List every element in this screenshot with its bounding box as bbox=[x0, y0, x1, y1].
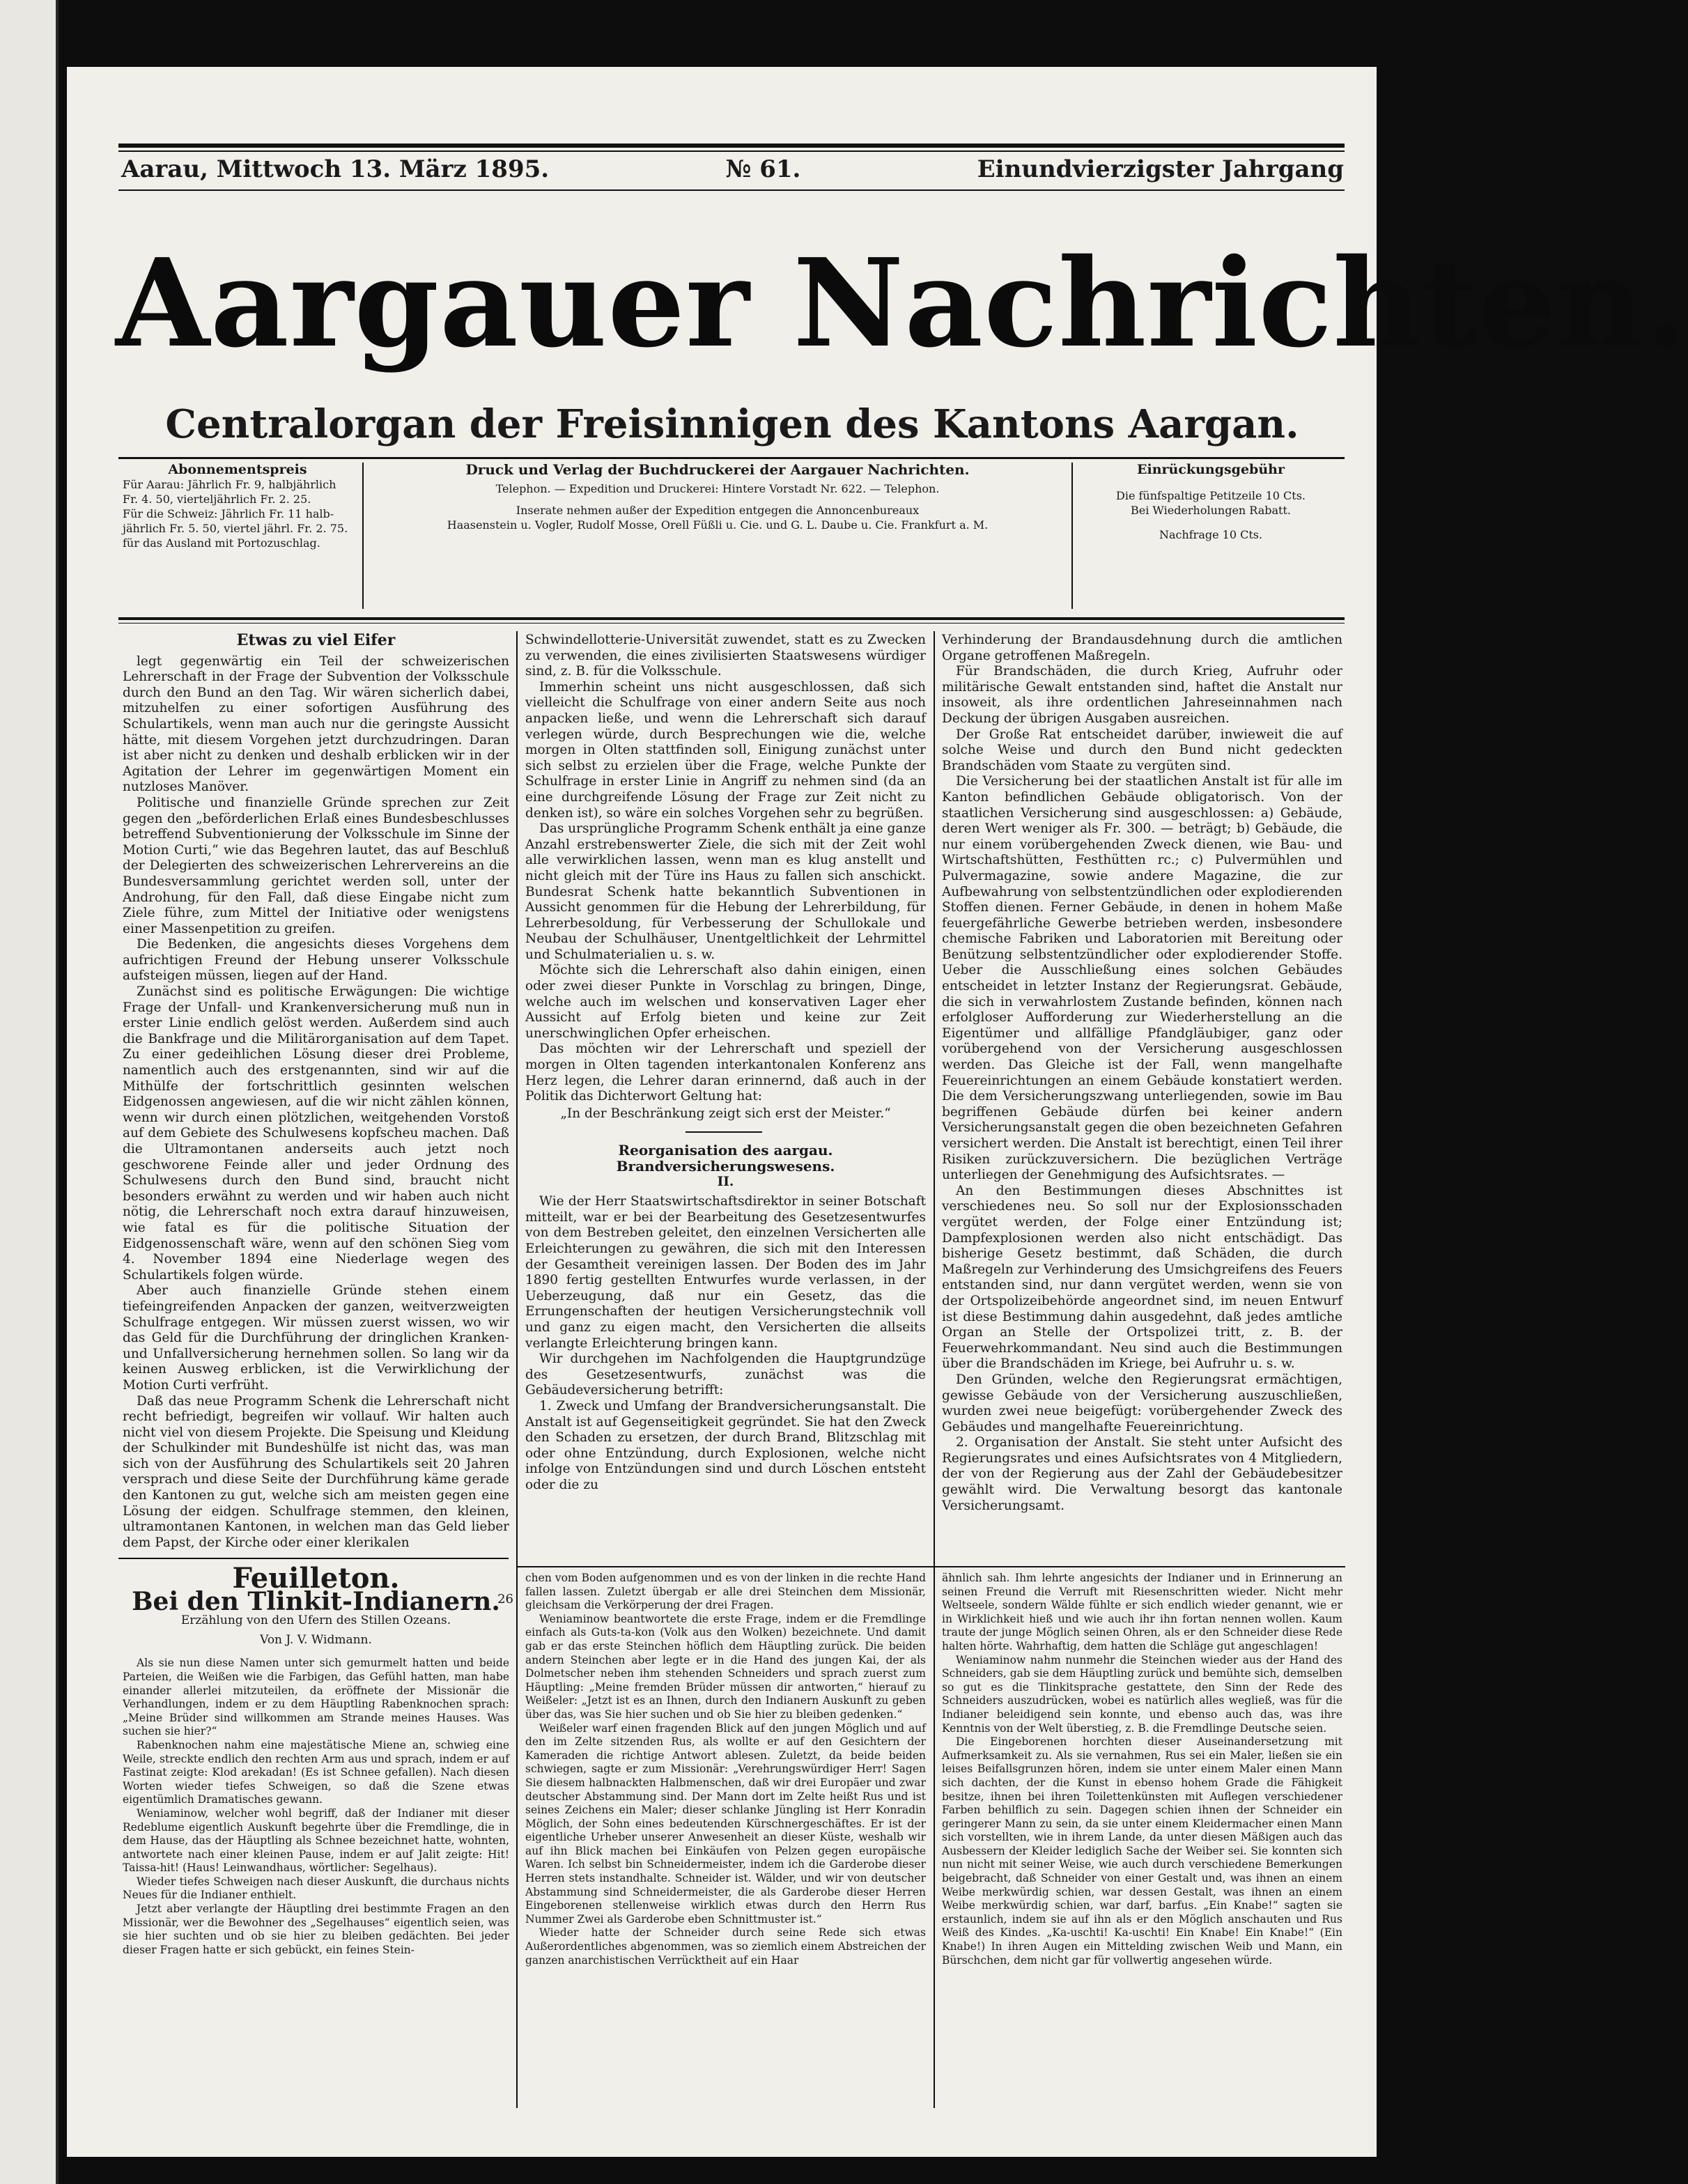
story-paragraph: Als sie nun diese Namen unter sich gemurmelt hatten und beide Parteien, die Weißen wie die Farbigen, das Gefühl hatten, man habe einander allerlei mitzuteilen, da eröffnete der Missionär die Verhandlungen, indem er zu dem Häuptling Rabenknochen sprach: „Meine Brüder sind willkommen am Strande meines Hauses. Was suchen sie hier?“ bbox=[123, 1657, 509, 1738]
insertion-head: Einrückungsgebühr bbox=[1137, 462, 1285, 477]
column-divider bbox=[516, 1565, 518, 2108]
publisher-line: Inserate nehmen außer der Expedition entgegen die Annoncenbureaux bbox=[516, 504, 920, 517]
article-paragraph: Das möchten wir der Lehrerschaft und speziell der morgen in Olten tagenden interkantonalen Konferenz ans Herz legen, die Lehrer daran erinnernd, daß auch in der Politik das Dichterwort Geltung hat: bbox=[525, 1041, 926, 1104]
article-paragraph: Daß das neue Programm Schenk die Lehrerschaft nicht recht befriedigt, begreifen wir vollauf. Wir halten auch nicht viel von diesem Projekte. Die Speisung und Kleidung der Schulkinder mit Bundeshülfe ist nicht das, was man sich von der Ausführung des Schulartikels seit 20 Jahren versprach und diese Seite der Durchführung käme gerade den Kantonen zu gut, welche sich am meisten gegen eine Lösung der eidgen. Schulfrage stemmen, den kleinen, ultramontanen Kantonen, in welchen man das Geld lieber dem Papst, der Kirche oder einer klerikalen bbox=[123, 1393, 509, 1550]
subscription-line: Für die Schweiz: Jährlich Fr. 11 halb- bbox=[123, 507, 334, 520]
story-title bbox=[123, 1586, 513, 1616]
article-paragraph: Wir durchgehen im Nachfolgenden die Hauptgrundzüge des Gesetzesentwurfs, zunächst was die Gebäudeversicherung betrifft: bbox=[525, 1352, 926, 1398]
publisher-head: Druck und Verlag der Buchdruckerei der Aargauer Nachrichten. bbox=[465, 461, 970, 478]
section-number: II. bbox=[717, 1174, 734, 1189]
column-1 bbox=[123, 633, 509, 1556]
feuilleton-column-1 bbox=[123, 1562, 513, 2115]
issue-number: № 61. bbox=[725, 155, 801, 183]
article-paragraph: Zunächst sind es politische Erwägungen: Die wichtige Frage der Unfall- und Krankenversicherung muß nun in erster Linie endlich gelöst werden. Außerdem sind auch die Bankfrage und die Militärorganisation auf dem Tapet. Zu einer gedeihlichen Lösung dieser drei Probleme, namentlich auch des erstgenannten, sind wir auf die Mithülfe der fortschrittlich gesinnten welschen Eidgenossen angewiesen, auf die wir nicht zählen können, wenn wir durch einen plötzlichen, weitgehenden Vorstoß auf dem Gebiete des Schulwesens kopfscheu machen. Daß die Ultramontanen anderseits auch jetzt noch geschworene Feinde aller und jeder Ordnung des Schulwesens durch den Bund sind, braucht nicht besonders erwähnt zu werden und wir haben auch nicht nötig, die Lehrerschaft noch extra darauf hinzuweisen, wie fatal es für die politische Situation der Eidgenossenschaft wäre, wenn auf den schönen Sieg vom 4. November 1894 eine Niederlage wegen des Schulartikels folgen würde. bbox=[123, 984, 509, 1283]
story-paragraph: Jetzt aber verlangte der Häuptling drei bestimmte Fragen an den Missionär, wer die Bewohner des „Segelhauses“ eigentlich seien, was sie hier suchten und ob sie hier zu bleiben gedächten. Bei jeder dieser Fragen hatte er sich gebückt, ein feines Stein- bbox=[123, 1903, 509, 1956]
quote: „In der Beschränkung zeigt sich erst der Meister.“ bbox=[560, 1106, 891, 1121]
article-paragraph: Der Große Rat entscheidet darüber, inwieweit die auf solche Weise und durch den Bund nicht gedeckten Brandschäden vom Staate zu vergüten sind. bbox=[942, 727, 1342, 773]
article-paragraph: Die Versicherung bei der staatlichen Anstalt ist für alle im Kanton befindlichen Gebäude obligatorisch. Von der staatlichen Versicherung sind ausgeschlossen: a) Gebäude, deren Wert weniger als Fr. 300. — beträgt; b) Gebäude, die nur einem vorübergehenden Zweck dienen, wie Bau- und Wirtschaftshütten, Festhütten rc.; c) Pulvermühlen und Pulvermagazine, sowie andere Magazine, die zur Aufbewahrung von selbstentzündlichen oder explodierenden Stoffen dienen. Ferner Gebäude, in denen in hohem Maße feuergefährliche Gewerbe betrieben werden, insbesondere chemische Fabriken und Laboratorien mit Bereitung oder Benützung selbstentzündlicher oder explodierender Stoffe. Ueber die Ausschließung eines solchen Gebäudes entscheidet in letzter Instanz der Regierungsrat. Gebäude, die sich in verwahrlostem Zustande befinden, können nach erfolgloser Aufforderung zur Wiederherstellung an die Eigentümer und allfällige Pfandgläubiger, ganz oder vorübergehend von der Versicherung ausgeschlossen werden. Das Gleiche ist der Fall, wenn mangelhafte Feuereinrichtungen an einem Gebäude konstatiert werden. Die dem Versicherungszwang unterliegenden, sowie im Bau begriffenen Gebäude dürfen bei keiner andern Versicherungsanstalt gegen die oben bezeichneten Gefahren versichert werden. Die Anstalt ist berechtigt, einen Teil ihrer Risiken zurückzuversichern. Die bezüglichen Verträge unterliegen der Genehmigung des Aufsichtsrates. — bbox=[942, 774, 1342, 1183]
article-paragraph: Wie der Herr Staatswirtschaftsdirektor in seiner Botschaft mitteilt, war er bei der Bearbeitung des Gesetzesentwurfes von dem Bestreben geleitet, den einzelnen Versicherten alle Erleichterungen zu gewähren, die sich mit den Interessen der Gesamtheit vereinigen lassen. Der Boden des im Jahr 1890 fertig gestellten Entwurfes wurde verlassen, in der Ueberzeugung, daß nur ein Gesetz, das die Errungenschaften der heutigen Versicherungstechnik voll und ganz zu eigen macht, den Versicherten die allseits verlangte Erleichterung bringen kann. bbox=[525, 1194, 926, 1351]
article-paragraph: legt gegenwärtig ein Teil der schweizerischen Lehrerschaft in der Frage der Subvention der Volksschule durch den Bund an den Tag. Wir wären sicherlich dabei, mitzuhelfen zu einer sofortigen Ausführung des Schulartikels, wenn man auch nur die geringste Aussicht hätte, mit diesem Vorgehen jetzt durchzudringen. Daran ist aber nicht zu denken und deshalb erblicken wir in der Agitation der Lehrer im gegenwärtigen Moment ein nutzloses Manöver. bbox=[123, 653, 509, 795]
insertion-line: Die fünfspaltige Petitzeile 10 Cts. bbox=[1116, 489, 1306, 502]
story-author: Von J. V. Widmann. bbox=[260, 1632, 372, 1647]
publisher-line: Telephon. — Expedition und Druckerei: Hintere Vorstadt Nr. 622. — Telephon. bbox=[495, 482, 940, 495]
story-paragraph: Weißeler warf einen fragenden Blick auf den jungen Möglich und auf den im Zelte sitzenden Rus, als wollte er auf den Gesichtern der Kameraden die richtige Antwort ablesen. Zuletzt, da beide beiden schwiegen, sagte er zum Missionär: „Verehrungswürdiger Herr! Sagen Sie diesem halbnackten Halbmenschen, daß wir drei Europäer und zwar deutscher Abstammung sind. Der Mann dort im Zelte heißt Rus und ist seines Zeichens ein Maler; dieser schlanke Jüngling ist Herr Konradin Möglich, der Sohn eines bedeutenden Kürschnergeschäftes. Er ist der eigentliche Urheber unserer Anwesenheit an dieser Küste, weshalb wir auf ihn Blick machen bei Einkäufen von Pelzen gegen europäische Waren. Ich selbst bin Schneidermeister, indem ich die Garderobe dieser Herren stets instandhalte. Schneider ist. Wälder, und wir von deutscher Abstammung sind Schneidermeister, die als Garderobe dieser Herren Eingeborenen stellenweise wirklich etwas durch den Herrn Rus Nummer Zwei als Garderobe eben Schnittmuster ist.“ bbox=[525, 1721, 926, 1926]
insertion-box bbox=[1078, 463, 1343, 542]
info-bottom-rule-thin bbox=[118, 623, 1345, 624]
subscription-head: Abonnementspreis bbox=[168, 462, 307, 477]
feuilleton-column-3 bbox=[942, 1572, 1342, 2115]
article-paragraph: Das ursprüngliche Programm Schenk enthält ja eine ganze Anzahl erstrebenswerter Ziele, die sich mit der Zeit wohl alle verwirklichen lassen, wenn man es klug anstellt und nicht gleich mit der Türe ins Haus zu fallen sich anschickt. Bundesrat Schenk hatte bekanntlich Subventionen in Aussicht genommen für die Hebung der Lehrerbildung, für Lehrerbesoldung, für Verbesserung der Schullokale und Neubau der Schulhäuser, Unentgeltlichkeit der Lehrmittel und Schulmaterialien u. s. w. bbox=[525, 821, 927, 962]
story-paragraph: Wieder tiefes Schweigen nach dieser Auskunft, die durchaus nichts Neues für die Indianer enthielt. bbox=[123, 1875, 509, 1902]
info-divider bbox=[1071, 463, 1073, 609]
article-paragraph: Den Gründen, welche den Regierungsrat ermächtigen, gewisse Gebäude von der Versicherung auszuschließen, wurden zwei neue beigefügt: vorübergehender Zweck des Gebäudes und mangelhafte Feuereinrichtung. bbox=[942, 1372, 1342, 1434]
story-paragraph: chen vom Boden aufgenommen und es von der linken in die rechte Hand fallen lassen. Zuletzt übergab er alle drei Steinchen dem Missionär, gleichsam die Verkörperung der drei Fragen. bbox=[525, 1572, 926, 1612]
insertion-line: Nachfrage 10 Cts. bbox=[1159, 528, 1263, 541]
info-top-rule bbox=[118, 457, 1345, 459]
article-paragraph: Immerhin scheint uns nicht ausgeschlossen, daß sich vielleicht die Schulfrage von einer andern Seite aus noch anpacken ließe, und wenn die Lehrerschaft sich darauf verlegen würde, durch Besprechungen wie die, welche morgen in Olten stattfinden soll, Einigung zunächst unter sich selbst zu erzielen über die Frage, welche Punkte der Schulfrage in erster Linie in Angriff zu nehmen sind (da an eine durchgreifende Lösung der Frage zur Zeit nicht zu denken ist), so wäre ein solches Vorgehen sehr zu begrüßen. bbox=[525, 679, 926, 821]
info-divider bbox=[362, 463, 364, 609]
article-paragraph: Politische und finanzielle Gründe sprechen zur Zeit gegen den „beförderlichen Erlaß eines Bundesbeschlusses betreffend Subventionierung der Volksschule im Sinne der Motion Curti,“ wie das Begehren lautet, das auf Beschluß der Delegierten des schweizerischen Lehrervereins an die Bundesversammlung gerichtet werden soll, unter der Androhung, für den Fall, daß diese Eingabe nicht zum Ziele führe, zum Mittel der Initiative oder wenigstens einer Massenpetition zu greifen. bbox=[123, 795, 509, 936]
article-paragraph: 1. Zweck und Umfang der Brandversicherungsanstalt. Die Anstalt ist auf Gegenseitigkeit gegründet. Sie hat den Zweck den Schaden zu ersetzen, der durch Brand, Blitzschlag mit oder ohne Entzündung, durch Explosionen, welche nicht infolge von Entzündungen sind und durch Löschen entsteht oder die zu bbox=[525, 1398, 926, 1492]
feuilleton-rule-left bbox=[118, 1558, 509, 1559]
info-bottom-rule bbox=[118, 617, 1345, 620]
article-paragraph: Schwindellotterie-Universität zuwendet, statt es zu Zwecken zu verwenden, die eines zivilisierten Staatswesens würdiger sind, z. B. für die Volksschule. bbox=[525, 633, 926, 679]
article-paragraph: Verhinderung der Brandausdehnung durch die amtlichen Organe getroffenen Maßregeln. bbox=[942, 633, 1342, 663]
column-3 bbox=[942, 633, 1342, 1560]
publisher-box bbox=[369, 463, 1066, 532]
article-paragraph: An den Bestimmungen dieses Abschnittes ist verschiedenes neu. So soll nur der Explosionsschaden vergütet werden, der Folge einer Entzündung ist; Dampfexplosionen werden also nicht entschädigt. Das bisherige Gesetz bestimmt, daß Schäden, die durch Maßregeln zur Verhinderung des Umsichgreifens des Feuers entstanden sind, nur dann vergütet werden, wenn sie von der Ortspolizeibehörde angeordnet sind, im neuen Entwurf ist diese Bestimmung dahin ausgedehnt, daß jedes amtliche Organ an Stelle der Ortspolizei tritt, z. B. der Feuerwehrkommandant. Neu sind auch die Bestimmungen über die Brandschäden im Kriege, bei Aufruhr u. s. w. bbox=[942, 1183, 1342, 1372]
masthead-subtitle: Centralorgan der Freisinnigen des Kantons Aargan. bbox=[165, 401, 1299, 447]
subscription-box bbox=[123, 463, 353, 550]
story-paragraph: Wieder hatte der Schneider durch seine Rede sich etwas Außerordentliches abgenommen, was so ziemlich einem Abstreichen der ganzen anarchistischen Verrücktheit auf ein Haar bbox=[525, 1926, 926, 1967]
section-divider bbox=[686, 1131, 762, 1133]
story-paragraph: Weniaminow beantwortete die erste Frage, indem er die Fremdlinge einfach als Guts-ta-kon (Volk aus den Wolken) bezeichnete. Und damit gab er das erste Steinchen höflich dem Häuptling zurück. Die beiden andern Steinchen aber legte er in die Hand des jungen Kai, der als Dolmetscher neben ihm stehenden Schneiders und sprach zuerst zum Häuptling: „Meine fremden Brüder müssen dir antworten,“ hierauf zu Weißeler: „Jetzt ist es an Ihnen, durch den Indianern Auskunft zu geben über das, was Sie hier suchen und ob Sie hier zu bleiben gedenken.“ bbox=[525, 1612, 926, 1721]
volume-label: Einundvierzigster Jahrgang bbox=[977, 155, 1344, 183]
top-rule bbox=[118, 144, 1345, 148]
column-2 bbox=[525, 633, 926, 1560]
feuilleton-rule bbox=[516, 1566, 1345, 1567]
story-paragraph: ähnlich sah. Ihm lehrte angesichts der Indianer und in Erinnerung an seinen Freund die Verruft mit Riesenschritten wieder. Nicht mehr Weltseele, sondern Wälde fühlte er sich endlich wieder genannt, wie er in Wirklichkeit hieß und wie auch ihr ihn fortan nennen wollen. Kaum traute der junge Möglich seinen Ohren, als er den Schneider diese Rede halten hörte. Wahrhaftig, dem hatten die Schläge gut angeschlagen! bbox=[942, 1572, 1342, 1652]
article-paragraph: Aber auch finanzielle Gründe stehen einem tiefeingreifenden Anpacken der ganzen, weitverzweigten Schulfrage entgegen. Wir müssen zuerst wissen, wo wir das Geld für die Durchführung der dringlichen Kranken- und Unfallversicherung hernehmen sollen. So lang wir da keinen Ausweg erblicken, ist die Verwirklichung der Motion Curti verfrüht. bbox=[123, 1283, 509, 1393]
article-paragraph: Die Bedenken, die angesichts dieses Vorgehens dem aufrichtigen Freund der Hebung unserer Volksschule aufsteigen müssen, liegen auf der Hand. bbox=[123, 937, 509, 984]
newspaper-page bbox=[67, 67, 1688, 2157]
article-paragraph: Für Brandschäden, die durch Krieg, Aufruhr oder militärische Gewalt entstanden sind, haftet die Anstalt nur insoweit, als ihre ordentlichen Jahreseinnahmen nach Deckung der übrigen Ausgaben ausreichen. bbox=[942, 664, 1342, 726]
story-title-text: Bei den Tlinkit-Indianern. bbox=[132, 1586, 500, 1616]
masthead-title: Aargauer Nachrichten. bbox=[116, 233, 1688, 375]
story-paragraph: Weniaminow, welcher wohl begriff, daß der Indianer mit dieser Redeblume eigentlich Auskunft begehrte über die Fremdlinge, die in dem Hause, das der Häuptling als Schnee bezeichnet hatte, wohnten, antwortete nach einer kleinen Pause, indem er auf Jalit zeigte: Hit! Taissa-hit! (Haus! Leinwandhaus, wörtlicher: Segelhaus). bbox=[123, 1806, 509, 1875]
subscription-line: jährlich Fr. 5. 50, viertel jährl. Fr. 2. 75. bbox=[123, 522, 348, 535]
subscription-line: Für Aarau: Jährlich Fr. 9, halbjährlich bbox=[123, 478, 336, 491]
insertion-line: Bei Wiederholungen Rabatt. bbox=[1131, 504, 1291, 517]
article-paragraph: 2. Organisation der Anstalt. Sie steht unter Aufsicht des Regierungsrates und eines Aufsichtsrates von 4 Mitgliedern, der von der Regierung aus der Zahl der Gebäudebesitzer gewählt wird. Die Verwaltung besorgt das kantonale Versicherungsamt. bbox=[942, 1435, 1342, 1513]
subscription-line: für das Ausland mit Portozuschlag. bbox=[123, 536, 320, 550]
dateline-rule bbox=[118, 189, 1345, 191]
place-date: Aarau, Mittwoch 13. März 1895. bbox=[121, 155, 550, 183]
article-title: Etwas zu viel Eifer bbox=[236, 631, 396, 649]
story-paragraph: Die Eingeborenen horchten dieser Auseinandersetzung mit Aufmerksamkeit zu. Als sie vernahmen, Rus sei ein Maler, ließen sie ein leises Beifallsgrunzen hören, indem sie unter einem Maler einen Mann sich dachten, der die Kunst in ebenso hohem Grade die Fähigkeit besitze, ihnen bei ihren Toilettenkünsten mit Auflegen verschiedener Farben behilflich zu sein. Dagegen schien ihnen der Schneider ein geringerer Mann zu sein, da sie unter einem Kleidermacher einen Mann sich vorstellten, wie in ihrem Lande, da unter diesen Mäßigen auch das Ausbessern der Kleider lediglich Sache der Weiber sei. Sie konnten sich nun nicht mit seiner Weise, wie auch durch verschiedene Bemerkungen beigebracht, daß Schneider von einer Gestalt und, was ihnen an einem Weibe merkwürdig schien, war dessen Gestalt, was ihnen an einem Weibe merkwürdig schien, war darf, barfus. „Ein Knabe!“ sagten sie erstaunlich, indem sie auf ihn als er den Möglich anschauten und Rus Weiß des Kindes. „Ka-uschti! Ka-uschti! Ein Knabe! Ein Knabe!“ (Ein Knabe!) In ihren Augen ein Mittelding zwischen Weib und Mann, ein Bürschchen, dem nicht gar für vollwertig angesehen würde. bbox=[942, 1735, 1342, 1967]
story-paragraph: Rabenknochen nahm eine majestätische Miene an, schwieg eine Weile, streckte endlich den rechten Arm aus und sprach, indem er auf Fastinat zeigte: Klod arekadan! (Es ist Schnee gefallen). Nach diesen Worten wieder tiefes Schweigen, so daß die Szene etwas eigentümlich Dramatisches gewann. bbox=[123, 1738, 509, 1806]
top-rule-thin bbox=[118, 150, 1345, 152]
feuilleton-column-2 bbox=[525, 1572, 926, 2115]
article-paragraph: Möchte sich die Lehrerschaft also dahin einigen, einen oder zwei dieser Punkte in Vorschlag zu bringen, Dinge, welche auch im welschen und konservativen Lager eher Aussicht auf Erfolg bieten und keine zur Zeit unerschwinglichen Opfer erheischen. bbox=[525, 963, 926, 1041]
column-divider bbox=[934, 631, 935, 2108]
subscription-line: Fr. 4. 50, vierteljährlich Fr. 2. 25. bbox=[123, 493, 311, 506]
section-title: Reorganisation des aargau. Brandversicherungswesens. bbox=[616, 1142, 835, 1175]
scanner-margin bbox=[0, 0, 59, 2184]
dateline bbox=[121, 154, 1344, 185]
story-subtitle: Erzählung von den Ufern des Stillen Ozeans. bbox=[180, 1613, 451, 1628]
publisher-line: Haasenstein u. Vogler, Rudolf Mosse, Orell Füßli u. Cie. und G. L. Daube u. Cie. Frankfurt a. M. bbox=[447, 518, 989, 532]
column-divider bbox=[516, 631, 518, 1648]
feuilleton-heading: Feuilleton. bbox=[232, 1562, 400, 1595]
story-paragraph: Weniaminow nahm nunmehr die Steinchen wieder aus der Hand des Schneiders, gab sie dem Häuptling zurück und bemühte sich, demselben so gut es die Tlinkitsprache gestattete, den Sinn der Rede des Schneiders auszudrücken, wobei es natürlich alles wegließ, was für die Indianer beleidigend sein konnte, und ebenso auch das, was ihre Kenntnis von der Welt überstieg, z. B. die Fremdlinge Deutsche seien. bbox=[942, 1653, 1342, 1735]
story-installment: 26 bbox=[497, 1591, 513, 1606]
